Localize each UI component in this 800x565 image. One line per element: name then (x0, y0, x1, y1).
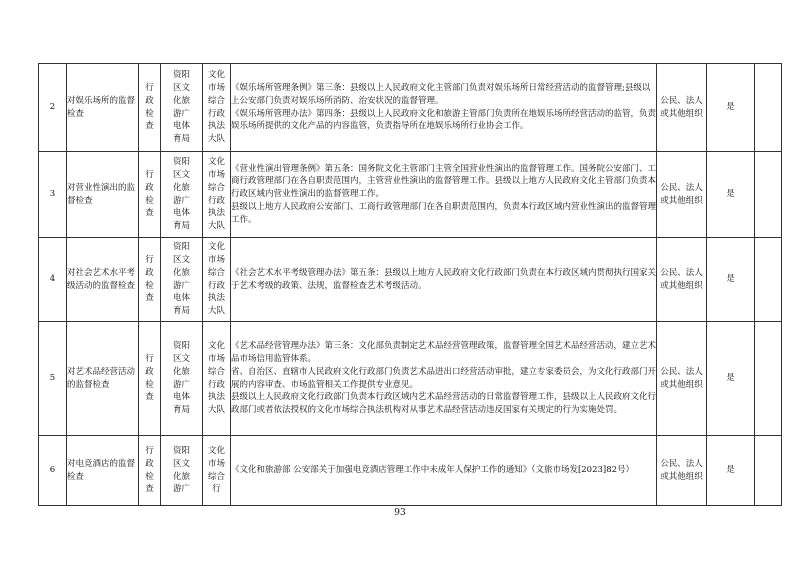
flag-cell: 是 (707, 436, 755, 506)
legal-basis-paragraph: 《娱乐场所管理办法》第四条：县级以上人民政府文化和旅游主管部门负责所在地娱乐场所经营活动的监管，负责娱乐场所提供的文化产品的内容监管，负责指导所在地娱乐场所行业协会工作。 (231, 108, 657, 132)
legal-basis (231, 152, 657, 238)
responsible-department (161, 436, 203, 506)
legal-basis (231, 436, 657, 506)
item-name: 对艺术品经营活动的监督检查 (67, 322, 139, 436)
legal-basis (231, 64, 657, 152)
executing-body (203, 436, 231, 506)
legal-basis-paragraph: 《营业性演出管理条例》第五条：国务院文化主管部门主管全国营业性演出的监督管理工作。国务院公安部门、工商行政管理部门在各自职责范围内，主管营业性演出的监督管理工作。县级以上地方人民政府文化主管部门负责本行政区域内营业性演出的监督管理工作。 (231, 163, 657, 200)
executing-body (203, 238, 231, 322)
check-type (139, 322, 161, 436)
responsible-department (161, 322, 203, 436)
check-type-text: 行政检查 (145, 169, 154, 219)
item-name: 对社会艺术水平考级活动的监督检查 (67, 238, 139, 322)
item-name: 对娱乐场所的监督检查 (67, 64, 139, 152)
executing-body-text: 文化市场综合行政执法大队 (207, 70, 225, 145)
table-row (39, 436, 782, 506)
flag-cell: 是 (707, 322, 755, 436)
check-type-text: 行政检查 (145, 254, 154, 304)
extra-cell (755, 436, 782, 506)
responsible-department-text: 资阳区文化旅游广电体育局 (172, 341, 190, 416)
extra-cell (755, 64, 782, 152)
check-type-text: 行政检查 (145, 353, 154, 403)
extra-cell (755, 238, 782, 322)
extra-cell (755, 322, 782, 436)
legal-basis-paragraph: 《文化和旅游部 公安部关于加强电竞酒店管理工作中未成年人保护工作的通知》（文旅市场发[2023]82号） (231, 465, 635, 476)
check-type (139, 238, 161, 322)
responsible-department (161, 64, 203, 152)
target-objects: 公民、法人或其他组织 (657, 322, 707, 436)
legal-basis-paragraph: 县级以上人民政府文化行政部门负责本行政区域内艺术品经营活动的日常监督管理工作，县级以上人民政府文化行政部门或者依法授权的文化市场综合执法机构对从事艺术品经营活动违反国家有关规定的行为实施处罚。 (231, 392, 657, 416)
table-row (39, 238, 782, 322)
regulation-table (38, 63, 782, 506)
check-type-text: 行政检查 (145, 445, 154, 495)
responsible-department (161, 238, 203, 322)
legal-basis-paragraph: 《社会艺术水平考级管理办法》第五条：县级以上地方人民政府文化行政部门负责在本行政区域内贯彻执行国家关于艺术考级的政策、法规，监督检查艺术考级活动。 (231, 267, 657, 291)
flag-cell: 是 (707, 152, 755, 238)
row-number: 4 (39, 238, 67, 322)
target-objects: 公民、法人或其他组织 (657, 64, 707, 152)
executing-body (203, 322, 231, 436)
check-type (139, 152, 161, 238)
table-row (39, 322, 782, 436)
check-type (139, 64, 161, 152)
target-objects: 公民、法人或其他组织 (657, 152, 707, 238)
responsible-department-text: 资阳区文化旅游广 (172, 445, 190, 495)
legal-basis (231, 238, 657, 322)
executing-body-text: 文化市场综合行 (207, 445, 225, 495)
target-objects: 公民、法人或其他组织 (657, 436, 707, 506)
legal-basis (231, 322, 657, 436)
table-row (39, 64, 782, 152)
executing-body (203, 152, 231, 238)
page-number: 93 (394, 508, 406, 518)
executing-body-text: 文化市场综合行政执法大队 (207, 341, 225, 416)
responsible-department-text: 资阳区文化旅游广电体育局 (172, 157, 190, 232)
legal-basis-paragraph: 《娱乐场所管理条例》第三条：县级以上人民政府文化主管部门负责对娱乐场所日常经营活动的监督管理;县级以上公安部门负责对娱乐场所消防、治安状况的监督管理。 (231, 82, 651, 106)
responsible-department (161, 152, 203, 238)
flag-cell: 是 (707, 238, 755, 322)
legal-basis-paragraph: 《艺术品经营管理办法》第三条：文化部负责制定艺术品经营管理政策，监督管理全国艺术品经营活动，建立艺术品市场信用监管体系。 (231, 341, 657, 364)
row-number: 6 (39, 436, 67, 506)
row-number: 2 (39, 64, 67, 152)
legal-basis-paragraph: 县级以上地方人民政府公安部门、工商行政管理部门在各自职责范围内，负责本行政区域内营业性演出的监督管理工作。 (231, 201, 657, 225)
legal-basis-paragraph: 省、自治区、直辖市人民政府文化行政部门负责艺术品进出口经营活动审批，建立专家委员会，为文化行政部门开展的内容审查、市场监管相关工作提供专业意见。 (231, 366, 657, 390)
check-type (139, 436, 161, 506)
target-objects: 公民、法人或其他组织 (657, 238, 707, 322)
executing-body-text: 文化市场综合行政执法大队 (207, 157, 225, 232)
responsible-department-text: 资阳区文化旅游广电体育局 (172, 70, 190, 145)
row-number: 3 (39, 152, 67, 238)
flag-cell: 是 (707, 64, 755, 152)
responsible-department-text: 资阳区文化旅游广电体育局 (172, 242, 190, 317)
executing-body (203, 64, 231, 152)
table-row (39, 152, 782, 238)
extra-cell (755, 152, 782, 238)
item-name: 对营业性演出的监督检查 (67, 152, 139, 238)
item-name: 对电竞酒店的监督检查 (67, 436, 139, 506)
check-type-text: 行政检查 (145, 82, 154, 132)
executing-body-text: 文化市场综合行政执法大队 (207, 242, 225, 317)
row-number: 5 (39, 322, 67, 436)
